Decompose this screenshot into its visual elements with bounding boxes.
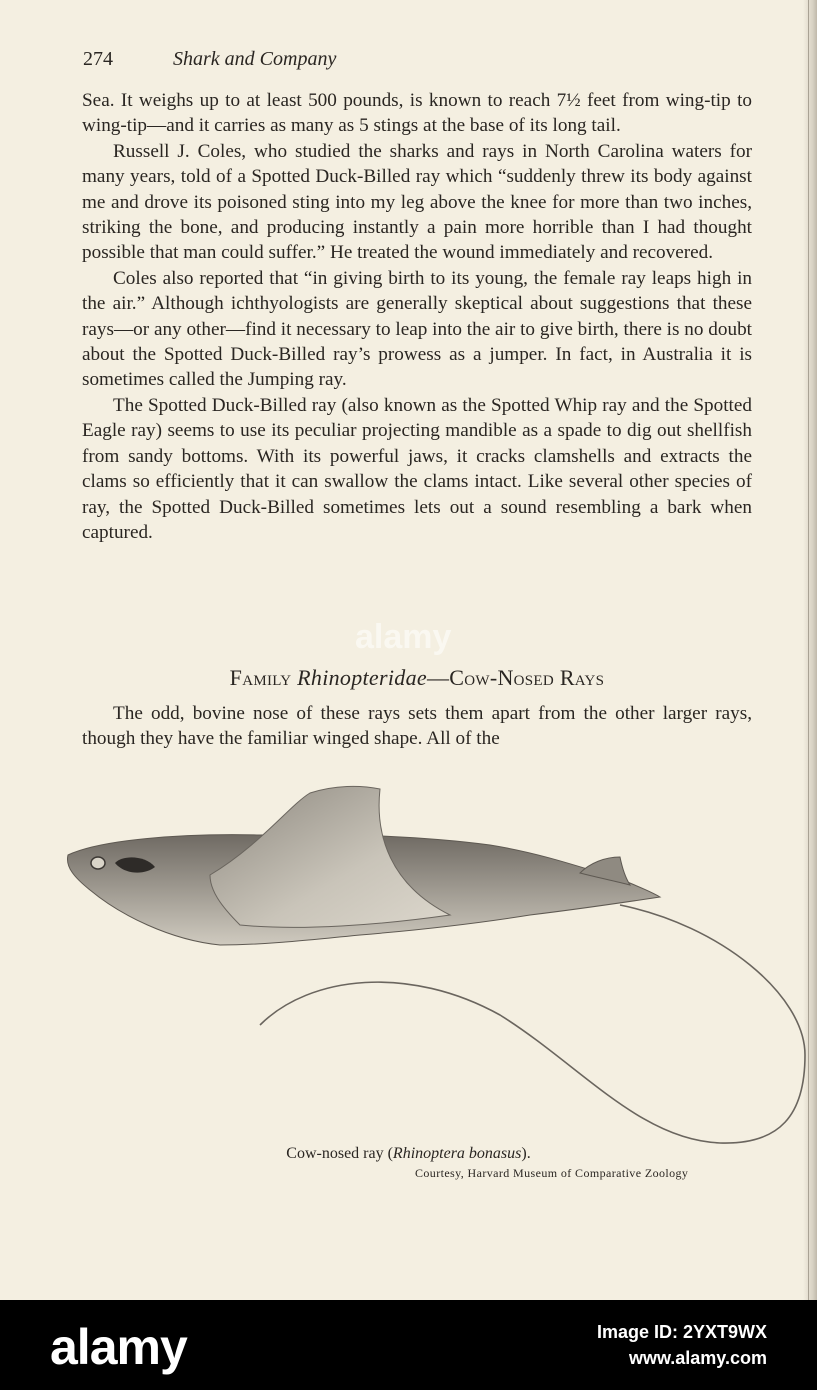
- stock-footer-bar: [0, 1300, 817, 1390]
- caption-prefix: Cow-nosed ray (: [286, 1145, 393, 1162]
- paragraph: Coles also reported that “in giving birth to its young, the female ray leaps high in the air.” Although ichthyologists are generally skeptical about suggestions that these rays—or any other—find it necessary to leap into the air to give birth, there is no doubt about the Spotted Duck-Billed ray’s prowess as a jumper. In fact, in Australia it is sometimes called the Jumping ray.: [82, 267, 752, 391]
- ray-eye: [91, 857, 105, 869]
- ray-tail: [260, 905, 805, 1143]
- running-title: Shark and Company: [173, 48, 337, 70]
- common-name: Cow-Nosed Rays: [449, 665, 605, 690]
- section-heading: [82, 665, 752, 691]
- figure-credit: Courtesy, Harvard Museum of Comparative Zoology: [415, 1166, 689, 1180]
- paragraph: The odd, bovine nose of these rays sets them apart from the other larger rays, though they have the familiar winged shape. All of the: [82, 703, 752, 750]
- watermark: alamy: [355, 618, 452, 656]
- heading-dash: —: [426, 665, 450, 690]
- alamy-logo: alamy: [50, 1319, 187, 1375]
- figure-caption: [0, 1145, 817, 1163]
- image-id: Image ID: 2YXT9WX: [596, 1322, 767, 1342]
- cow-nosed-ray-illustration: [60, 775, 810, 1155]
- running-head: [83, 48, 336, 71]
- family-label: Family: [229, 665, 292, 690]
- paragraph: The Spotted Duck-Billed ray (also known as the Spotted Whip ray and the Spotted Eagle ray) seems to use its peculiar projecting mandible as a spade to dig out shellfish from sandy bottoms. With its powerful jaws, it cracks clamshells and extracts the clams so efficiently that it can swallow the clams intact. Like several other species of ray, the Spotted Duck-Billed sometimes lets out a sound resembling a bark when captured.: [82, 394, 752, 543]
- page-number: 274: [83, 48, 113, 70]
- paragraph: Sea. It weighs up to at least 500 pounds, is known to reach 7½ feet from wing-tip to wing-tip—and it carries as many as 5 stings at the base of its long tail.: [82, 90, 752, 137]
- body-text: [82, 88, 752, 545]
- caption-species: Rhinoptera bonasus: [392, 1145, 522, 1162]
- caption-suffix: ).: [521, 1145, 531, 1162]
- section-intro: [82, 701, 752, 752]
- site-url: www.alamy.com: [628, 1348, 767, 1368]
- paragraph: Russell J. Coles, who studied the sharks and rays in North Carolina waters for many years, told of a Spotted Duck-Billed ray which “suddenly threw its body against me and drove its poisoned sting into my leg above the knee for more than two inches, striking the bone, and producing instantly a pain more horrible than I had thought possible that man could suffer.” He treated the wound immediately and recovered.: [82, 140, 752, 264]
- family-name: Rhinopteridae: [297, 665, 427, 690]
